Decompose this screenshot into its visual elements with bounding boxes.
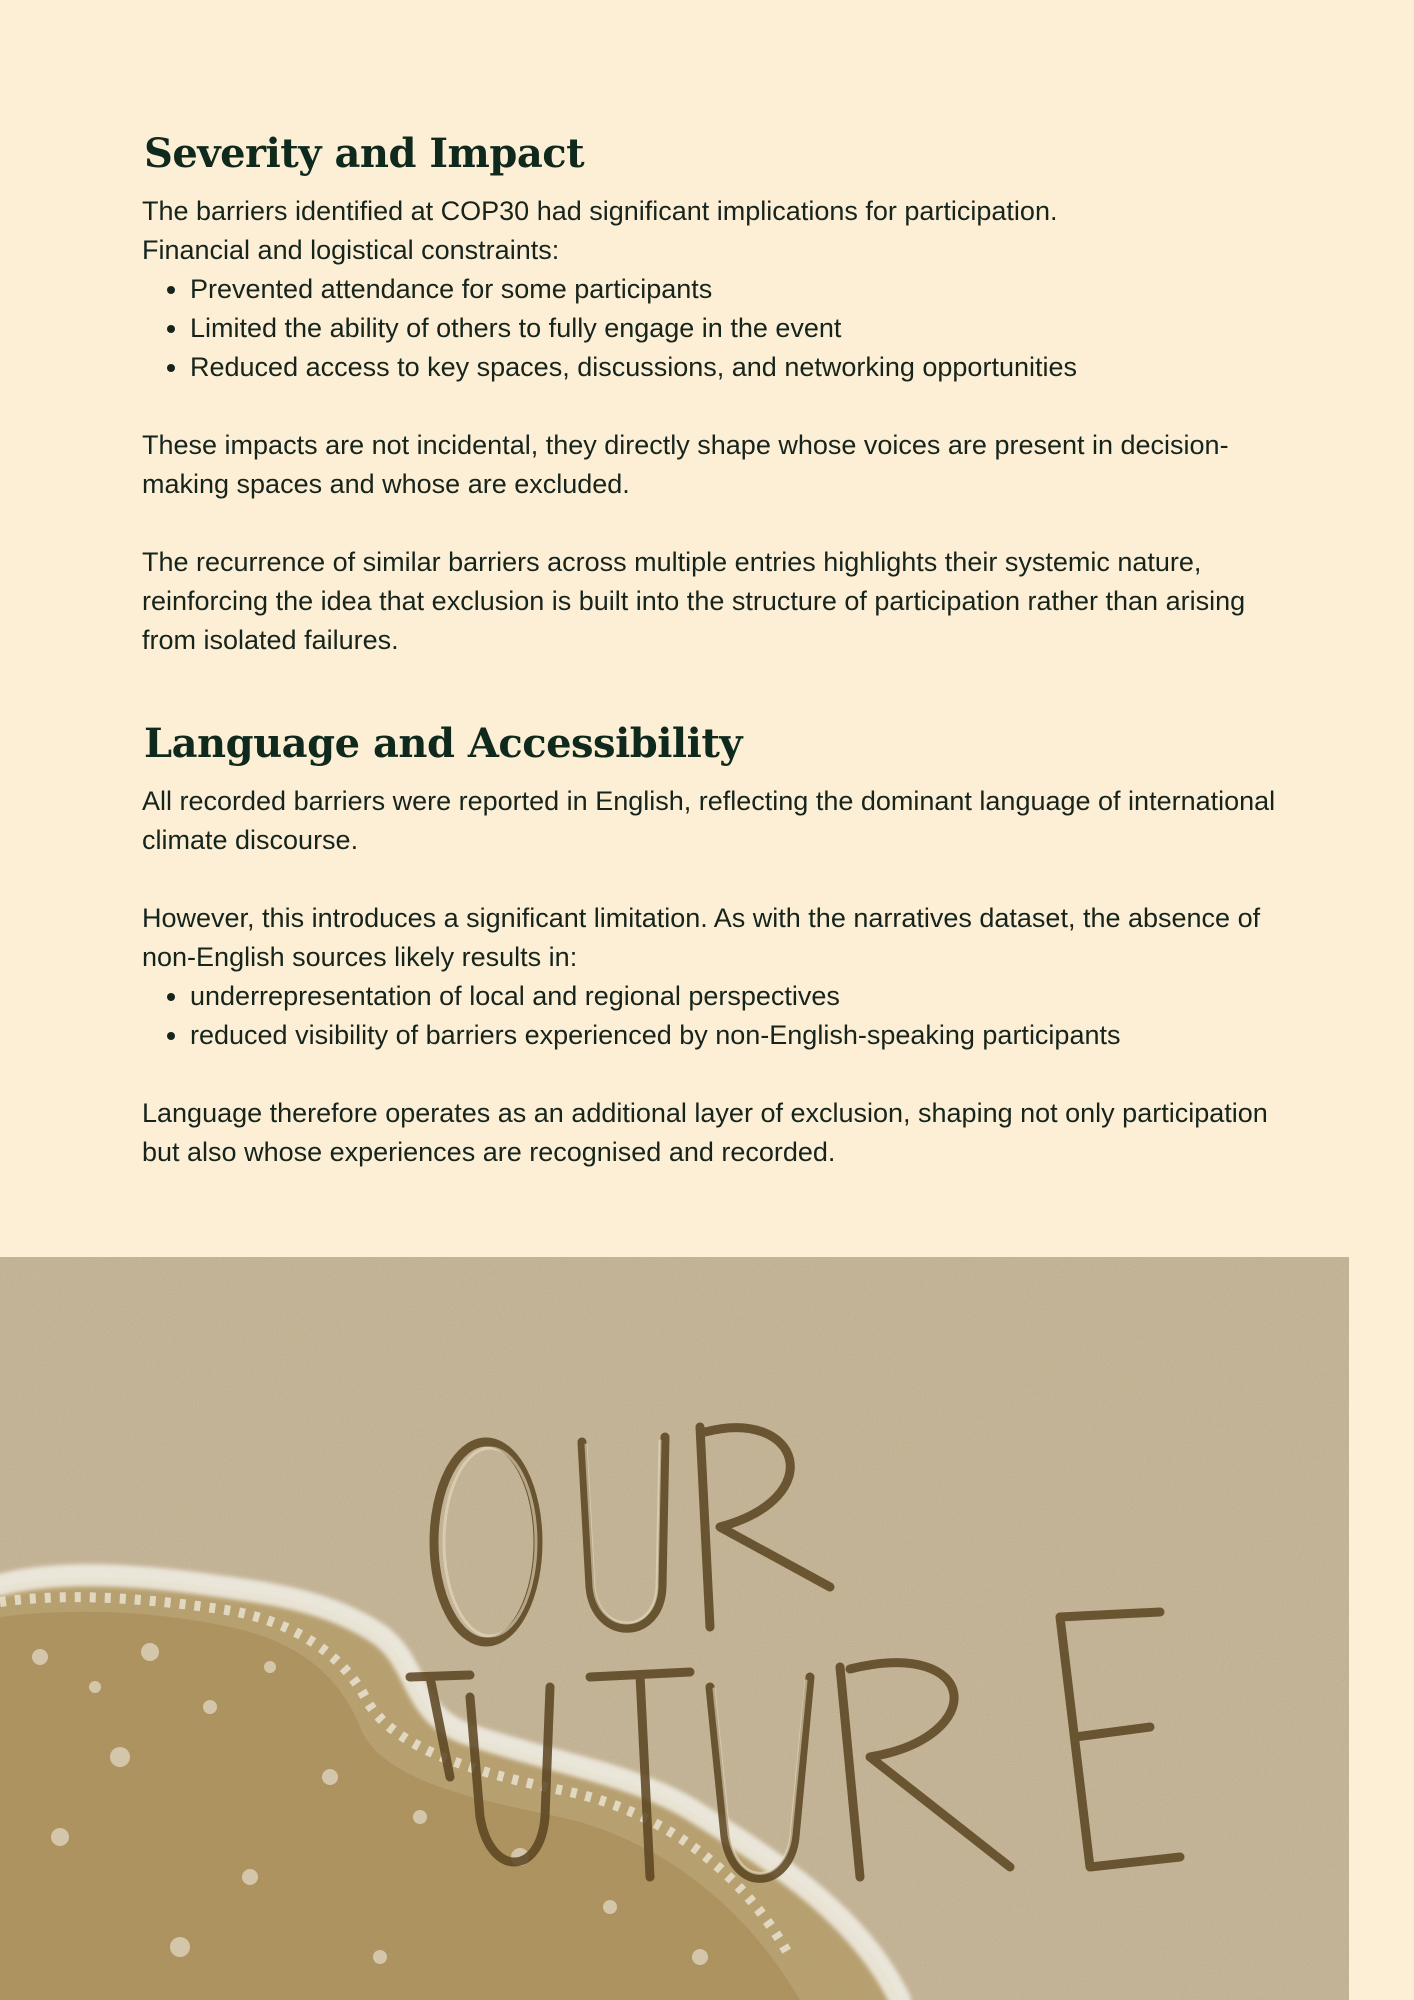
page-content: [142, 130, 1292, 1172]
list-item: • Reduced access to key spaces, discussions, and networking opportunities: [190, 348, 1292, 387]
paragraph: Language therefore operates as an additional layer of exclusion, shaping not only participation but also whose experiences are recognised and recorded.: [142, 1098, 1268, 1167]
section-heading: Severity and Impact: [144, 130, 585, 177]
paragraph: These impacts are not incidental, they directly shape whose voices are present in decision-making spaces and whose are excluded.: [142, 430, 1229, 499]
intro-line: Financial and logistical constraints:: [142, 235, 560, 265]
list-item: • Limited the ability of others to fully engage in the event: [190, 309, 1292, 348]
bullet-list: [142, 270, 1292, 387]
section-heading: Language and Accessibility: [144, 720, 743, 767]
sand-lettering: [0, 1257, 1349, 2000]
section-severity-impact: [142, 130, 1292, 660]
list-item: • reduced visibility of barriers experienced by non-English-speaking participants: [190, 1016, 1292, 1055]
paragraph: All recorded barriers were reported in English, reflecting the dominant language of international climate discourse.: [142, 786, 1276, 855]
list-item: • underrepresentation of local and regional perspectives: [190, 977, 1292, 1016]
bullet-list: [142, 977, 1292, 1055]
list-item: • Prevented attendance for some participants: [190, 270, 1292, 309]
intro-line: The barriers identified at COP30 had significant implications for participation.: [142, 196, 1058, 226]
paragraph: The recurrence of similar barriers across multiple entries highlights their systemic nature, reinforcing the idea that exclusion is built into the structure of participation rather than arising from isolated failures.: [142, 547, 1246, 655]
section-language-accessibility: [142, 720, 1292, 1172]
beach-sand-photo: [0, 1257, 1349, 2000]
paragraph: However, this introduces a significant limitation. As with the narratives dataset, the absence of non-English sources likely results in:: [142, 903, 1261, 972]
